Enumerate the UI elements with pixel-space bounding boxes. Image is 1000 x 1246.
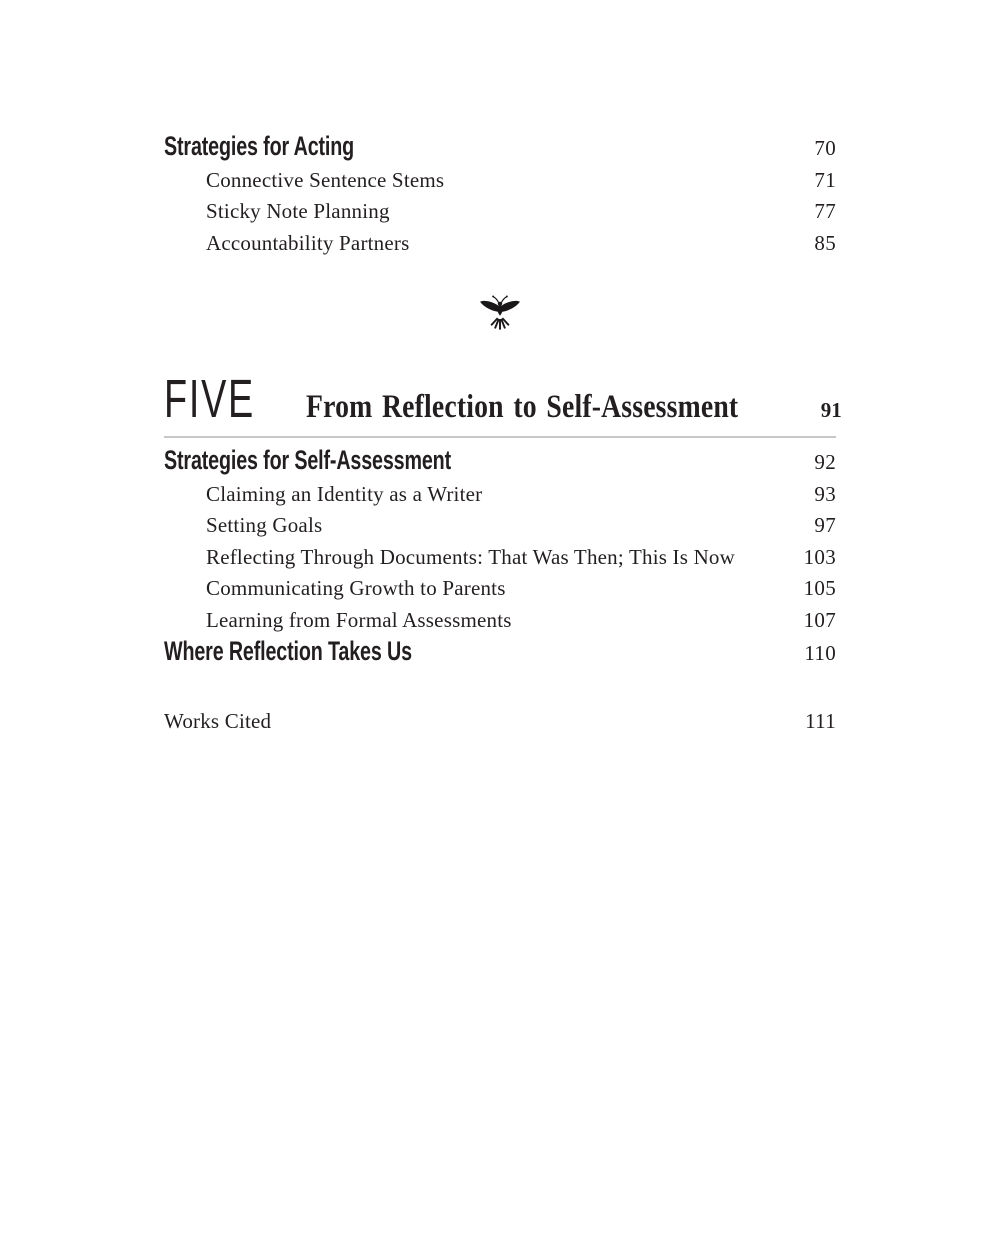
- toc-entry-label: Claiming an Identity as a Writer: [206, 481, 483, 506]
- toc-entry-page-number: 85: [814, 230, 836, 255]
- toc-entry-page-number: 111: [805, 709, 836, 733]
- chapter-number: FIVE: [164, 369, 256, 429]
- toc-entry: [164, 165, 836, 197]
- toc-heading-label: Where Reflection Takes Us: [164, 636, 412, 666]
- toc-entry: [164, 228, 836, 260]
- toc-entry-page-number: 107: [803, 607, 836, 632]
- toc-section-acting: [164, 131, 836, 259]
- chapter-heading: [164, 369, 842, 429]
- toc-entry-label: Setting Goals: [206, 513, 323, 537]
- toc-entry: [164, 605, 836, 637]
- chapter-page-number: 91: [820, 398, 842, 422]
- toc-section-self-assessment: [164, 445, 836, 670]
- toc-entry-page-number: 77: [814, 199, 836, 223]
- toc-entry-label: Reflecting Through Documents: That Was Then; This Is Now: [206, 544, 736, 569]
- toc-entry: [164, 573, 836, 605]
- toc-heading-page-number: 92: [814, 450, 836, 474]
- toc-heading-row: [164, 445, 836, 479]
- toc-heading-row: [164, 131, 836, 165]
- toc-heading-page-number: 110: [804, 641, 836, 665]
- firefly-icon: [478, 294, 522, 336]
- toc-entry-label: Sticky Note Planning: [206, 199, 390, 223]
- toc-entry-page-number: 105: [803, 576, 836, 600]
- toc-works-cited: [164, 706, 836, 738]
- toc-entry-page-number: 103: [803, 544, 836, 569]
- toc-entry-label: Works Cited: [164, 709, 272, 733]
- toc-heading-label: Strategies for Self-Assessment: [164, 445, 452, 475]
- toc-entry-label: Connective Sentence Stems: [206, 167, 445, 192]
- toc-entry-page-number: 71: [814, 167, 836, 192]
- chapter-rule: [164, 436, 836, 438]
- toc-entry: [164, 479, 836, 511]
- toc-entry-label: Communicating Growth to Parents: [206, 576, 506, 600]
- toc-entry: [164, 510, 836, 542]
- toc-entry-page-number: 97: [814, 513, 836, 537]
- toc-entry: [164, 706, 836, 738]
- toc-entry: [164, 196, 836, 228]
- chapter-title: From Reflection to Self-Assessment: [306, 389, 739, 425]
- section-divider: [164, 294, 836, 338]
- toc-entry-label: Accountability Partners: [206, 230, 410, 255]
- toc-entry-page-number: 93: [814, 481, 836, 506]
- toc-entry: [164, 542, 836, 574]
- toc-heading-row: [164, 636, 836, 670]
- toc-entry-label: Learning from Formal Assessments: [206, 607, 512, 632]
- toc-heading-label: Strategies for Acting: [164, 131, 355, 161]
- toc-heading-page-number: 70: [814, 136, 836, 160]
